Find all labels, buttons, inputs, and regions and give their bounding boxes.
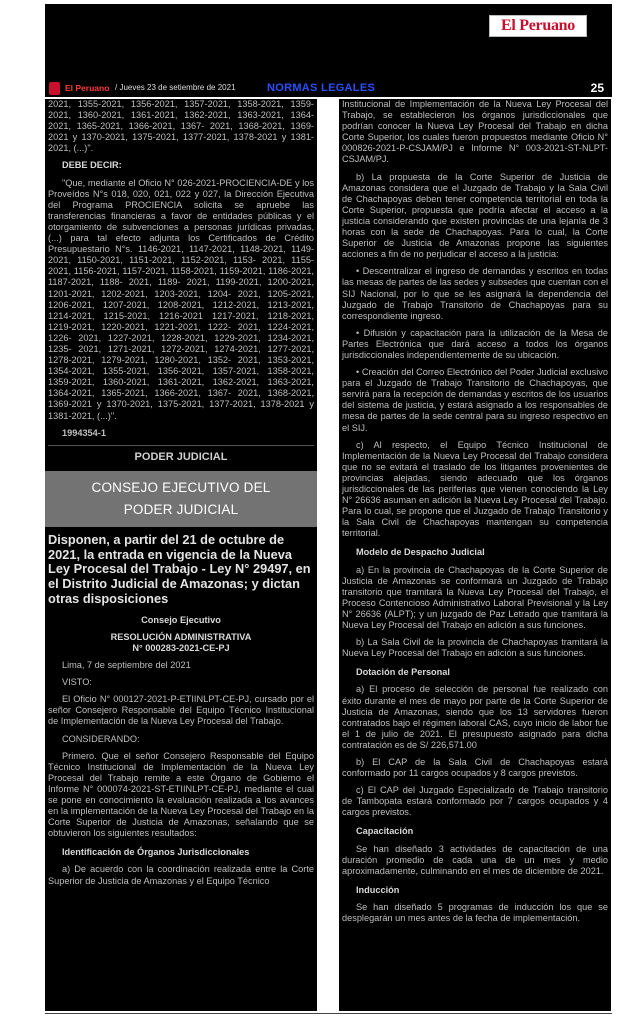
- bottom-rule: [45, 1013, 612, 1014]
- right-column: [339, 99, 611, 1011]
- dotacion-a: a) El proceso de selección de personal fue realizado con éxito durante el mes de mayo por parte de la Corte Superior de Justicia de Amazonas, siendo que los 13 servidores fueron contratados bajo el régimen laboral CAS, cuyo inicio de labor fue el 1 de julio de 2021. El presupuesto asignado para dicha contratación es de S/ 226,571.00: [342, 684, 608, 750]
- capacitacion-text: Se han diseñado 3 actividades de capacitación de una duración promedio de cada una de un mes y medio aproximadamente, culminando en el mes de diciembre de 2021.: [342, 843, 608, 876]
- dotacion-b: b) El CAP de la Sala Civil de Chachapoyas estará conformado por 11 cargos ocupados y 8 cargos previstos.: [342, 756, 608, 779]
- modelo-heading: Modelo de Despacho Judicial: [356, 547, 485, 558]
- induccion-text: Se han diseñado 5 programas de inducción los que se desplegarán un mes antes de la fecha de implementación.: [342, 901, 608, 923]
- corrected-quote: "Que, mediante el Oficio N° 026-2021-PROCIENCIA-DE y los Proveídos N°s 018, 020, 021, 022 y 027, la Dirección Ejecutiva del Programa PROCIENCIA solicita se apruebe las transferencias financieras a favor de entidades públicas y el otorgamiento de subvenciones a personas jurídicas privadas, (...) para tal efecto adjunta los Certificados de Crédito Presupuestario N°s. 1146-2021, 1147-2021, 1148-2021, 1149-2021, 1150-2021, 1151-2021, 1152-2021, 1153- 2021, 1155-2021, 1156-2021, 1157-2021, 1158-2021, 1159-2021, 1186-2021, 1187-2021, 1188- 2021, 1189- 2021, 1199-2021, 1200-2021, 1201-2021, 1202-2021, 1203-2021, 1204- 2021, 1205-2021, 1206-2021, 1207-2021, 1208-2021, 1212-2021, 1213-2021, 1214-2021, 1215-2021, 1216-2021 1217-2021, 1218-2021, 1219-2021, 1220-2021, 1221-2021, 1222- 2021, 1224-2021, 1226- 2021, 1227-2021, 1228-2021, 1229-2021, 1234-2021, 1235- 2021, 1271-2021, 1272-2021, 1274-2021, 1277-2021, 1278-2021, 1279-2021, 1280-2021, 1352- 2021, 1353-2021, 1354-2021, 1355-2021, 1356-2021, 1357-2021, 1358-2021, 1359-2021, 1360-2021, 1361-2021, 1362-2021, 1363-2021, 1364-2021, 1365-2021, 1366-2021, 1367- 2021, 1368-2021, 1369-2021 y 1370-2021, 1375-2021, 1377-2021, 1378-2021 y 1381-2021, (...)".: [48, 177, 314, 421]
- logo-text: El Peruano: [501, 17, 575, 34]
- top-banner: [45, 4, 612, 80]
- left-column: [45, 99, 317, 1011]
- dotacion-heading: Dotación de Personal: [356, 667, 450, 678]
- divider: [48, 445, 314, 446]
- bullet-descentralizar: • Descentralizar el ingreso de demandas y escritos en todas las mesas de partes de las sedes y subsedes que cuentan con el SIJ Nacional, por lo que se les asignará la dependencia del Juzgado de Trabajo Transitorio de Chachapoyas para su correspondiente ingreso.: [342, 266, 608, 321]
- capacitacion-heading: Capacitación: [356, 826, 414, 837]
- continued-text: 2021, 1355-2021, 1356-2021, 1357-2021, 1358-2021, 1359-2021, 1360-2021, 1361-2021, 1362-2021, 1363-2021, 1364-2021, 1365-2021, 1366-2021, 1367- 2021, 1368-2021, 1369-2021 y 1370-2021, 1375-2021, 1377-2021, 1378-2021 y 1381-2021, (...)".: [48, 99, 314, 154]
- running-header: [45, 80, 612, 97]
- dotacion-c: c) El CAP del Juzgado Especializado de Trabajo transitorio de Tambopata estará conformado por 7 cargos ocupados y 4 cargos previstos.: [342, 785, 608, 818]
- considerando-label: CONSIDERANDO:: [62, 733, 140, 744]
- resolution-headline: Disponen, a partir del 21 de octubre de 2021, la entrada en vigencia de la Nueva Ley Procesal del Trabajo - Ley N° 29497, en el Distrito Judicial de Amazonas; y dictan otras disposiciones: [48, 531, 311, 606]
- institution-line-1: CONSEJO EJECUTIVO DEL: [91, 479, 271, 495]
- paragraph-b: b) La propuesta de la Corte Superior de Justicia de Amazonas considera que el Juzgado de Trabajo y la Sala Civil de Chachapoyas deben tener competencia territorial en toda la Corte Superior, propuesta que podría afectar el acceso a la justicia considerando que existen provincias de una lejanía de 3 horas con la sede de Chachapoyas. Para lo cual, la Corte Superior de Justicia de Amazonas propone las siguientes acciones a fin de no perjudicar el acceso a la justicia:: [342, 171, 608, 260]
- modelo-b: b) La Sala Civil de la provincia de Chachapoyas tramitará la Nueva Ley Procesal del Trabajo en adición a sus funciones.: [342, 637, 608, 659]
- institution-banner: [45, 471, 317, 527]
- debe-decir-label: DEBE DECIR:: [62, 160, 122, 171]
- visto-text: El Oficio N° 000127-2021-P-ETIINLPT-CE-PJ, cursado por el señor Consejero Responsable del Equipo Técnico Institucional de Implementación de la Nueva Ley Procesal del Trabajo.: [48, 694, 314, 727]
- el-peruano-logo: [489, 15, 587, 37]
- bullet-difusion: • Difusión y capacitación para la utilización de la Mesa de Partes Electrónica que dará acceso a todos los órganos jurisdiccionales independientemente de su ubicación.: [342, 327, 608, 360]
- institution-line-2: PODER JUDICIAL: [123, 501, 239, 517]
- page-number: 25: [590, 81, 604, 95]
- bullet-correo: • Creación del Correo Electrónico del Poder Judicial exclusivo para el Juzgado de Trabajo Transitorio de Chachapoyas, que servirá para la recepción de demandas y escritos de los usuarios del sistema de justicia, y estará asignado a los responsables de mesa de partes de la sede central para su ingreso respectivo en el SIJ.: [342, 367, 608, 433]
- coat-of-arms-icon: [49, 82, 60, 95]
- publication-date: / Jueves 23 de setiembre de 2021: [115, 83, 236, 92]
- publication-name: El Peruano: [65, 83, 110, 93]
- continued-text-right: Institucional de Implementación de la Nueva Ley Procesal del Trabajo, se establecieron los órganos jurisdiccionales que podrían conocer la Nueva Ley Procesal del Trabajo en dicha Corte Superior, los cuales fueron propuestos mediante Oficio N° 000826-2021-P-CSJAM/PJ e Informe N° 003-2021-ST-NLPT-CSJAM/PJ.: [342, 99, 608, 165]
- visto-label: VISTO:: [62, 677, 92, 688]
- section-title: PODER JUDICIAL: [134, 450, 228, 463]
- document-code: 1994354-1: [62, 427, 106, 438]
- modelo-a: a) En la provincia de Chachapoyas de la Corte Superior de Justicia de Amazonas se conformará un Juzgado de Trabajo transitorio que tramitará la Nueva Ley Procesal del Trabajo, el Proceso Contencioso Administrativo Laboral Previsional y la Ley N° 26636 (ALPT); y un juzgado de Paz Letrado que tramitará la Nueva Ley Procesal del Trabajo en adición a sus funciones.: [342, 564, 608, 631]
- paragraph-c: c) Al respecto, el Equipo Técnico Institucional de Implementación de la Nueva Ley Procesal del Trabajo considera que no se evitará el traslado de los litigantes provenientes de provincias alejadas, siendo adecuado que los órganos jurisdiccionales de las periferias que vienen conociendo la Ley N° 26636 asuman en adición la Nueva Ley Procesal del Trabajo. Para lo cual, se propone que el Juzgado de Trabajo Transitorio y la Sala Civil de Chachapoyas mantengan su competencia territorial.: [342, 439, 608, 539]
- issuing-body: Consejo Ejecutivo: [141, 614, 221, 625]
- primero-paragraph: Primero. Que el señor Consejero Responsable del Equipo Técnico Institucional de Implementación de la Nueva Ley Procesal del Trabajo remite a este Órgano de Gobierno el Informe N° 000074-2021-ST-ETIINLPT-CE-PJ, mediante el cual se pone en conocimiento la evaluación realizada a los avances en la implementación de la Nueva Ley Procesal del Trabajo en la Corte Superior de Justicia de Amazonas, señalando que se obtuvieron los siguientes resultados:: [48, 750, 314, 839]
- resolution-number: N° 000283-2021-CE-PJ: [132, 642, 230, 653]
- identificacion-heading: Identificación de Órganos Jurisdiccionales: [62, 847, 250, 858]
- induccion-heading: Inducción: [356, 884, 400, 895]
- identificacion-a: a) De acuerdo con la coordinación realizada entre la Corte Superior de Justicia de Amazonas y el Equipo Técnico: [48, 864, 314, 886]
- section-name: NORMAS LEGALES: [267, 82, 376, 94]
- place-date: Lima, 7 de septiembre del 2021: [62, 660, 191, 671]
- resolution-title: RESOLUCIÓN ADMINISTRATIVA: [110, 631, 252, 642]
